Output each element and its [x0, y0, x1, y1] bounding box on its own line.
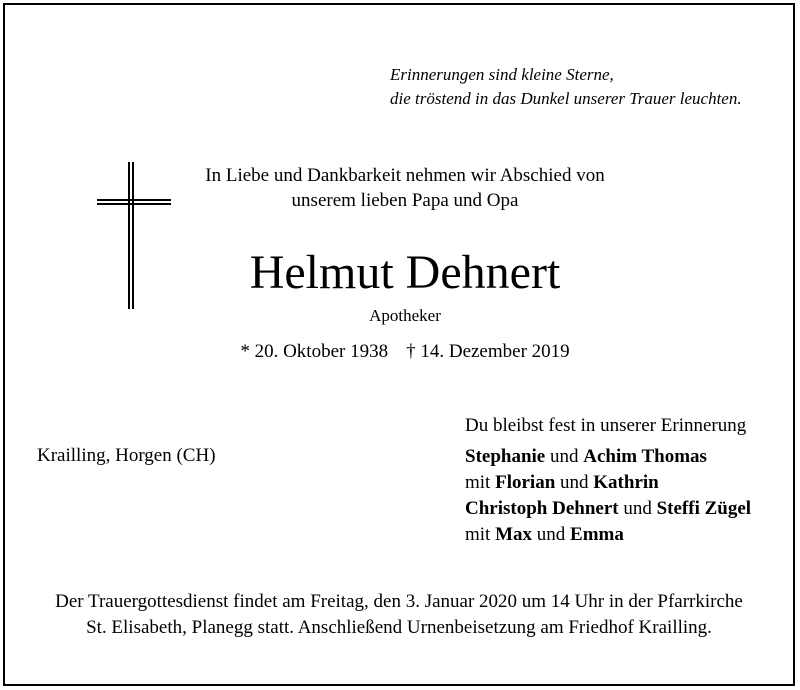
intro-line-2: unserem lieben Papa und Opa: [291, 190, 519, 211]
mourner-name: Kathrin: [593, 472, 659, 493]
mourner-name: Emma: [570, 524, 624, 545]
birth-date: * 20. Oktober 1938: [240, 341, 389, 362]
intro-line-1: In Liebe und Dankbarkeit nehmen wir Abschied von: [205, 165, 605, 186]
deceased-name: Helmut Dehnert: [249, 246, 561, 299]
life-dates: [155, 339, 655, 364]
memorial-quote: [390, 63, 742, 111]
mourner-line-2: mit Florian und Kathrin: [465, 472, 659, 493]
mourner-name: Achim Thomas: [583, 446, 707, 467]
mourner-line-4: mit Max und Emma: [465, 524, 624, 545]
family-mourners: [465, 413, 751, 548]
deceased-profession: Apotheker: [369, 306, 441, 325]
mourner-line-1: Stephanie und Achim Thomas: [465, 446, 707, 467]
mourner-name: Florian: [495, 472, 556, 493]
remember-line: Du bleibst fest in unserer Erinnerung: [465, 415, 747, 436]
obituary-notice: [3, 3, 795, 686]
funeral-service-info: [15, 589, 783, 641]
death-date: † 14. Dezember 2019: [406, 341, 570, 362]
mourner-name: Christoph Dehnert: [465, 498, 619, 519]
mourner-name: Steffi Zügel: [656, 498, 752, 519]
mourner-name: Max: [495, 524, 533, 545]
residence-location: Krailling, Horgen (CH): [37, 445, 216, 466]
mourner-line-3: Christoph Dehnert und Steffi Zügel: [465, 498, 752, 519]
quote-line-2: die tröstend in das Dunkel unserer Trauer leuchten.: [390, 89, 742, 108]
mourner-name: Stephanie: [465, 446, 546, 467]
quote-line-1: Erinnerungen sind kleine Sterne,: [390, 65, 614, 84]
service-line-2: St. Elisabeth, Planegg statt. Anschließend Urnenbeisetzung am Friedhof Krailling.: [86, 617, 712, 638]
farewell-intro: [145, 163, 665, 213]
service-line-1: Der Trauergottesdienst findet am Freitag, den 3. Januar 2020 um 14 Uhr in der Pfarrkirche: [55, 591, 743, 612]
